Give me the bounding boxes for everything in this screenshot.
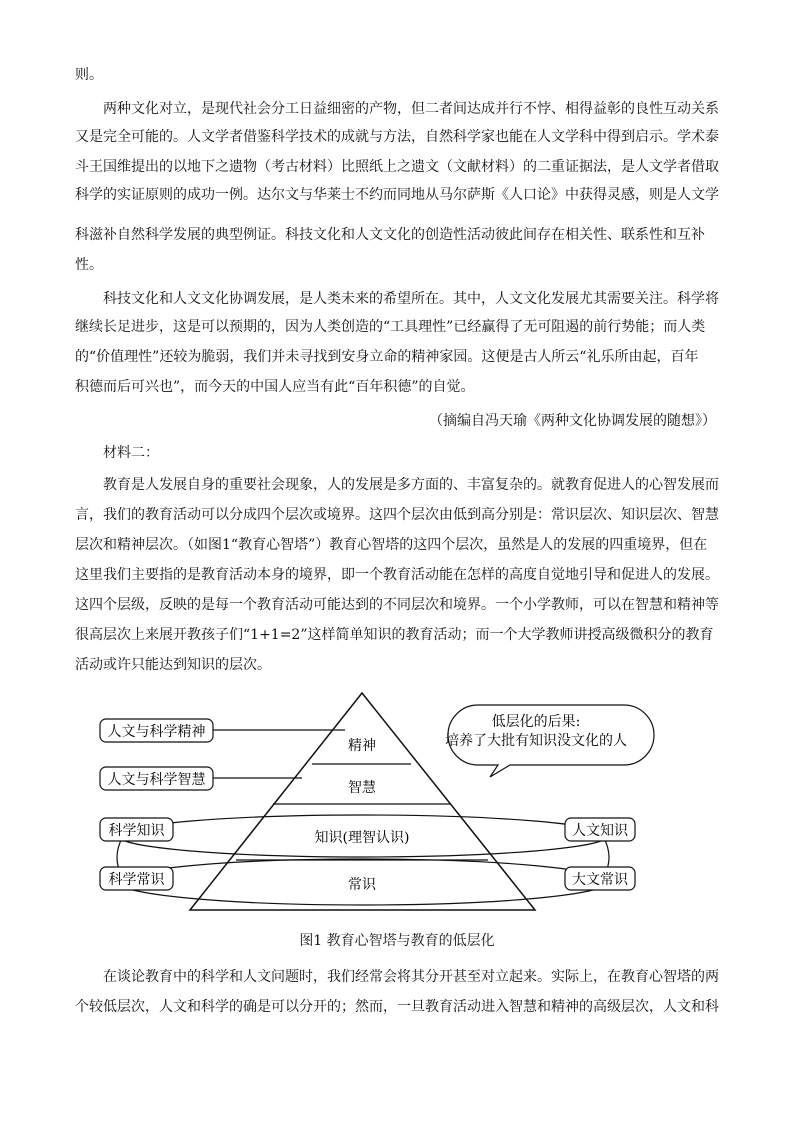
text-line-p3-4: 这四个层级，反映的是每一个教育活动可能达到的不同层次和境界。一个小学教师，可以在智慧和精神等: [75, 597, 719, 613]
text-line-p3-6: 活动或许只能达到知识的层次。: [75, 657, 271, 673]
box-science-knowledge: [100, 818, 173, 841]
text-line-p2-3: 积德而后可兴也”，而今天的中国人应当有此“百年积德”的自觉。: [75, 379, 475, 395]
box-humanities-science-spirit: [100, 719, 213, 742]
box-label: 人文与科学智慧: [107, 772, 206, 788]
box-humanities-science-wisdom: [100, 767, 213, 790]
box-humanities-knowledge: [565, 818, 635, 841]
level-knowledge: 知识(理智认识): [314, 830, 410, 846]
text-line-p1-1: 又是完全可能的。人文学者借鉴科学技术的成就与方法，自然科学家也能在人文学科中得到启示。学术泰: [75, 129, 719, 145]
box-label: 人文知识: [572, 823, 628, 839]
text-line-p1-3: 科学的实证原则的成功一例。达尔文与华莱士不约而同地从马尔萨斯《人口论》中获得灵感，则是人文学: [75, 187, 719, 203]
source-citation: （摘编自冯天瑜《两种文化协调发展的随想》）: [429, 413, 716, 429]
text-line-p1-4: 科滋补自然科学发展的典型例证。科技文化和人文文化的创造性活动彼此间存在相关性、联系性和互补: [75, 227, 705, 243]
text-line-p0-0: 则。: [75, 67, 103, 83]
text-line-p1-5: 性。: [75, 257, 103, 273]
level-spirit: 精神: [348, 738, 376, 754]
box-label: 大文常识: [572, 872, 628, 888]
text-line-p4-0: 在谈论教育中的科学和人文问题时，我们经常会将其分开甚至对立起来。实际上，在教育心智塔的两: [103, 969, 719, 985]
education-mind-tower-figure: [0, 688, 794, 928]
text-line-p3-5: 很高层次上来展开教孩子们“1+1=2”这样简单知识的教育活动；而一个大学教师讲授高级微积分的教育: [75, 627, 714, 643]
text-line-p1-2: 斗王国维提出的以地下之遗物（考古材料）比照纸上之遗文（文献材料）的二重证据法，是人文学者借取: [75, 159, 719, 175]
text-line-p3-1: 言，我们的教育活动可以分成四个层次或境界。这四个层次由低到高分别是：常识层次、知识层次、智慧: [75, 507, 719, 523]
text-line-p4-1: 个较低层次，人文和科学的确是可以分开的；然而，一旦教育活动进入智慧和精神的高级层次，人文和科: [75, 999, 719, 1015]
text-line-p3-2: 层次和精神层次。（如图1“教育心智塔”）教育心智塔的这四个层次，虽然是人的发展的四重境界，但在: [75, 537, 708, 553]
level-wisdom: 智慧: [348, 780, 376, 796]
text-line-p2-0: 科技文化和人文文化协调发展，是人类未来的希望所在。其中，人文文化发展尤其需要关注。科学将: [103, 291, 719, 307]
text-line-p2-1: 继续长足进步，这是可以预期的，因为人类创造的“工具理性”已经赢得了无可阻遏的前行势能；而人类: [75, 319, 706, 335]
text-line-p1-0: 两种文化对立，是现代社会分工日益细密的产物，但二者间达成并行不悖、相得益彰的良性互动关系: [103, 101, 719, 117]
text-line-p3-3: 这里我们主要指的是教育活动本身的境界，即一个教育活动能在怎样的高度自觉地引导和促进人的发展。: [75, 567, 719, 583]
level-common-sense: 常识: [348, 877, 376, 893]
bubble-line-1: 低层化的后果:: [491, 714, 581, 730]
box-humanities-common-sense: [565, 867, 635, 890]
box-label: 科学常识: [108, 872, 165, 888]
figure-caption: 图1 教育心智塔与教育的低层化: [299, 933, 495, 949]
text-line-p2-2: 的“价值理性”还较为脆弱，我们并未寻找到安身立命的精神家园。这便是古人所云“礼乐所由起，百年: [75, 349, 699, 365]
box-science-common-sense: [100, 867, 173, 890]
text-line-p3-0: 教育是人发展自身的重要社会现象，人的发展是多方面的、丰富复杂的。就教育促进人的心智发展而: [103, 477, 719, 493]
box-label: 科学知识: [108, 823, 165, 839]
box-label: 人文与科学精神: [107, 724, 206, 740]
material-two-heading: 材料二：: [103, 445, 159, 461]
bubble-line-2: 培养了大批有知识没文化的人: [445, 733, 627, 749]
